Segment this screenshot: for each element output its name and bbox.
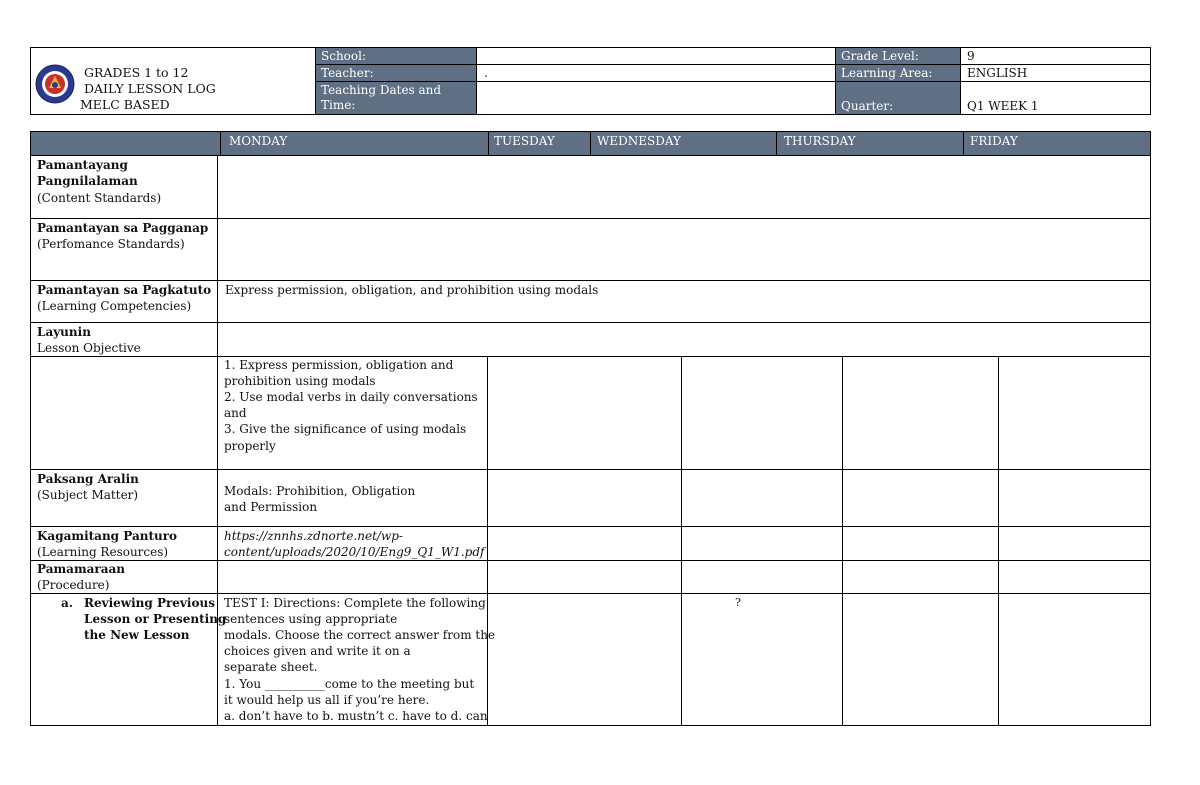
reviewing-title-2: Lesson or Presenting [84,612,227,626]
content-standards-title-1: Pamantayang [37,158,128,172]
objective-line: 2. Use modal verbs in daily conversations [224,390,478,404]
reviewing-wednesday-mark: ? [735,596,741,609]
dates-label-line-2: Time: [321,98,356,112]
learning-resources-link-line-2[interactable]: content/uploads/2020/10/Eng9_Q1_W1.pdf [224,545,485,559]
performance-standards-subtitle: (Perfomance Standards) [37,237,185,251]
school-label: School: [321,49,366,63]
teacher-label: Teacher: [321,66,374,80]
learning-competencies-title: Pamantayan sa Pagkatuto [37,283,212,297]
procedure-subtitle: (Procedure) [37,578,110,592]
lesson-objective-subtitle: Lesson Objective [37,341,141,355]
reviewing-title-1: Reviewing Previous [84,596,215,610]
objective-line: and [224,406,247,420]
lesson-objective-title: Layunin [37,325,91,339]
content-standards-title-2: Pangnilalaman [37,174,138,188]
learning-resources-subtitle: (Learning Resources) [37,545,169,559]
grade-level-value[interactable]: 9 [967,49,975,63]
reviewing-line: 1. You __________come to the meeting but [224,677,475,691]
learning-area-value[interactable]: ENGLISH [967,66,1028,80]
reviewing-line: modals. Choose the correct answer from the [224,628,496,642]
dates-label-line-1: Teaching Dates and [321,83,442,97]
performance-standards-title: Pamantayan sa Pagganap [37,221,209,235]
teacher-field[interactable]: . [484,66,488,80]
reviewing-line: TEST I: Directions: Complete the following [224,596,486,610]
reviewing-line: choices given and write it on a [224,644,411,658]
quarter-label: Quarter: [841,99,894,113]
learning-area-label: Learning Area: [841,66,933,80]
form-title-line-3: MELC BASED [80,97,170,112]
day-monday: MONDAY [229,134,288,148]
subject-matter-title: Paksang Aralin [37,472,139,486]
day-friday: FRIDAY [970,134,1018,148]
reviewing-line: sentences using appropriate [224,612,398,626]
form-title-line-2: DAILY LESSON LOG [84,81,216,96]
learning-resources-title: Kagamitang Panturo [37,529,178,543]
reviewing-line: a. don’t have to b. mustn’t c. have to d. can [224,709,488,723]
learning-resources-link-line-1[interactable]: https://znnhs.zdnorte.net/wp- [224,529,403,543]
subject-matter-line-1[interactable]: Modals: Prohibition, Obligation [224,484,416,498]
objective-line: prohibition using modals [224,374,376,388]
learning-competencies-subtitle: (Learning Competencies) [37,299,192,313]
subject-matter-subtitle: (Subject Matter) [37,488,139,502]
objective-line: properly [224,439,276,453]
day-tuesday: TUESDAY [494,134,555,148]
content-standards-subtitle: (Content Standards) [37,191,162,205]
reviewing-title-3: the New Lesson [84,628,190,642]
form-title-line-1: GRADES 1 to 12 [84,65,189,80]
day-thursday: THURSDAY [784,134,856,148]
day-wednesday: WEDNESDAY [597,134,681,148]
learning-competencies-value[interactable]: Express permission, obligation, and prohibition using modals [225,283,599,297]
objective-line: 3. Give the significance of using modals [224,422,467,436]
reviewing-line: it would help us all if you’re here. [224,693,430,707]
quarter-value[interactable]: Q1 WEEK 1 [967,99,1039,113]
objective-line: 1. Express permission, obligation and [224,358,454,372]
subject-matter-line-2[interactable]: and Permission [224,500,318,514]
grade-level-label: Grade Level: [841,49,919,63]
deped-seal-icon [35,64,75,104]
reviewing-letter: a. [61,596,73,610]
procedure-title: Pamamaraan [37,562,126,576]
reviewing-line: separate sheet. [224,660,318,674]
